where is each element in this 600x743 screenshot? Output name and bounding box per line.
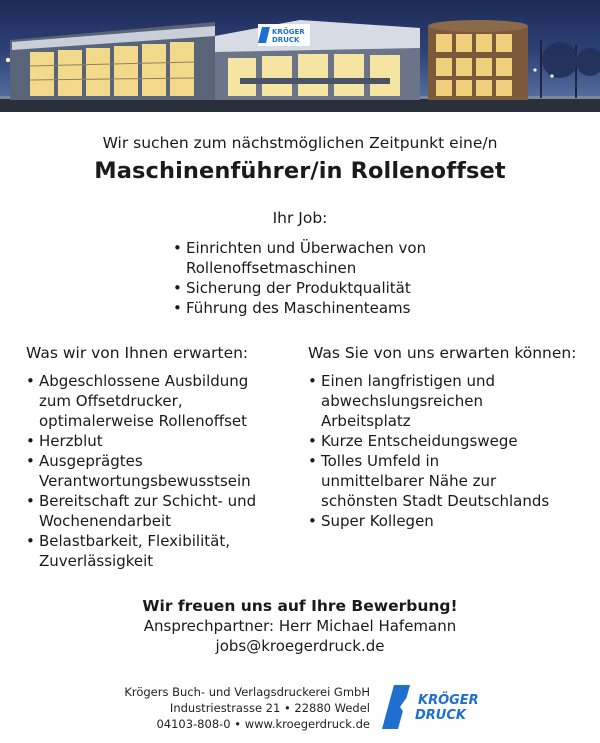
building-sign-line1: KRÖGER — [272, 28, 305, 36]
requirements-column — [26, 344, 298, 571]
offer-heading: Was Sie von uns erwarten können: — [308, 344, 577, 362]
requirement-item: • Bereitschaft zur Schicht- und Wochenendarbeit — [26, 491, 298, 531]
offer-item: • Einen langfristigen und abwechslungsreichen Arbeitsplatz — [308, 371, 593, 431]
offer-list — [308, 371, 593, 531]
offer-item: • Super Kollegen — [308, 511, 593, 531]
company-name: Krögers Buch- und Verlagsdruckerei GmbH — [124, 685, 370, 699]
logo-line2: DRUCK — [415, 708, 466, 723]
intro-text: Wir suchen zum nächstmöglichen Zeitpunkt eine/n — [102, 134, 498, 152]
offer-item: • Tolles Umfeld in unmittelbarer Nähe zur schönsten Stadt Deutschlands — [308, 451, 593, 511]
requirement-item: • Ausgeprägtes Verantwortungsbewusstsein — [26, 451, 298, 491]
email-link[interactable]: jobs@kroegerdruck.de — [215, 637, 385, 655]
job-list — [173, 238, 473, 318]
building-photo — [0, 0, 600, 112]
requirement-item: • Herzblut — [26, 431, 298, 451]
kroeger-druck-logo — [380, 683, 488, 731]
logo-line1: KRÖGER — [418, 693, 479, 708]
building-sign-line2: DRUCK — [272, 36, 300, 44]
job-item: • Führung des Maschinenteams — [173, 298, 473, 318]
contact-person: Ansprechpartner: Herr Michael Hafemann — [143, 617, 457, 635]
company-phone-web[interactable]: 04103-808-0 • www.kroegerdruck.de — [156, 717, 370, 731]
apply-text: Wir freuen uns auf Ihre Bewerbung! — [142, 597, 458, 615]
company-address — [124, 684, 370, 732]
job-item: • Einrichten und Überwachen von Rollenoffsetmaschinen — [173, 238, 473, 278]
job-heading: Ihr Job: — [272, 209, 328, 227]
requirements-list — [26, 371, 298, 571]
job-item: • Sicherung der Produktqualität — [173, 278, 473, 298]
company-street: Industriestrasse 21 • 22880 Wedel — [169, 701, 370, 715]
job-title: Maschinenführer/in Rollenoffset — [94, 158, 506, 184]
requirement-item: • Belastbarkeit, Flexibilität, Zuverlässigkeit — [26, 531, 298, 571]
building-illustration — [0, 0, 600, 112]
requirements-heading: Was wir von Ihnen erwarten: — [26, 344, 249, 362]
offer-column — [308, 344, 593, 531]
offer-item: • Kurze Entscheidungswege — [308, 431, 593, 451]
requirement-item: • Abgeschlossene Ausbildung zum Offsetdrucker, optimalerweise Rollenoffset — [26, 371, 298, 431]
